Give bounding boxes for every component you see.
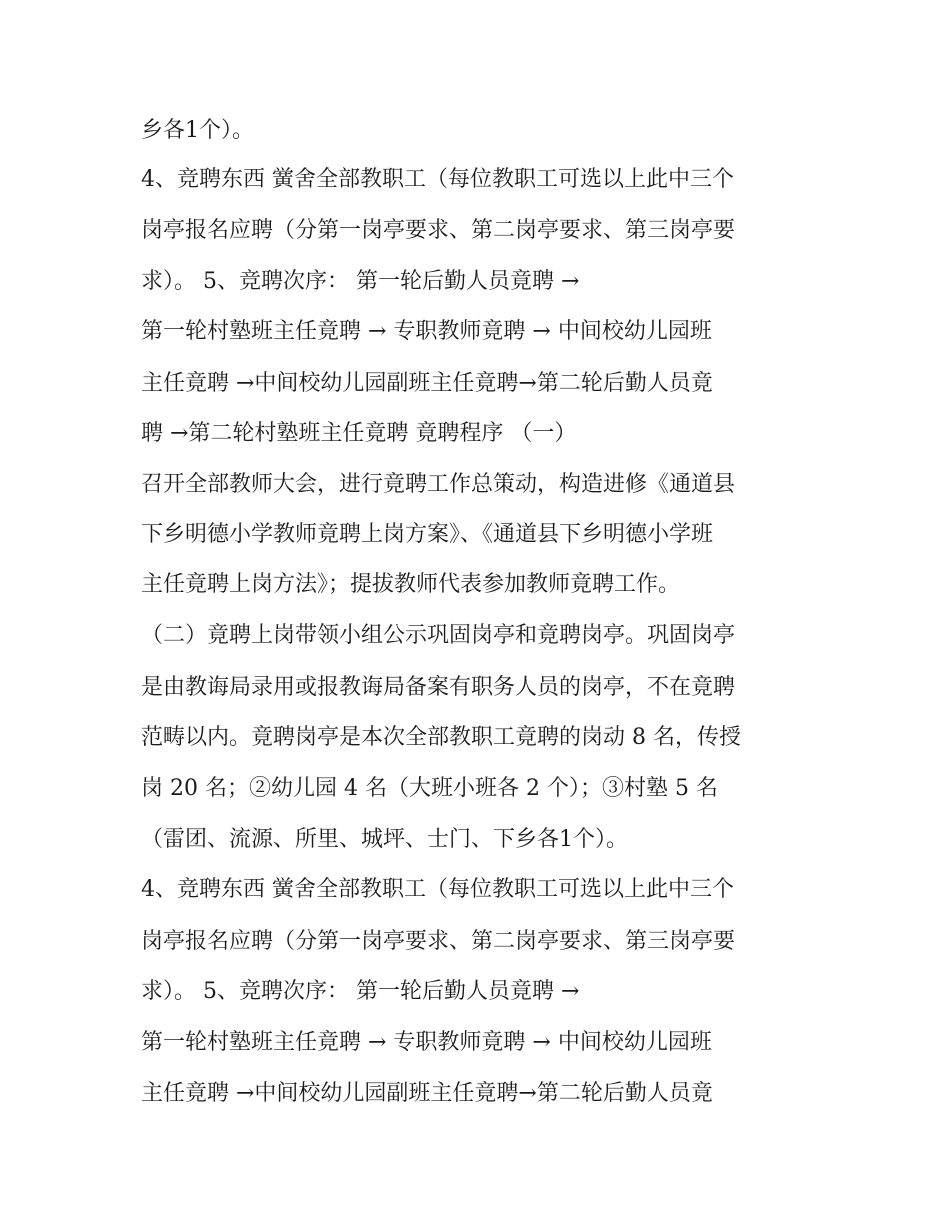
text-line: 聘 →第二轮村塾班主任竟聘 竟聘程序 （一）: [141, 421, 577, 446]
text-line: 4、竞聘东西 黉舍全部教职工（每位教职工可选以上此中三个: [141, 167, 734, 192]
text-line: 求）。 5、竞聘次序： 第一轮后勤人员竟聘 →: [141, 269, 580, 294]
text-line: 召开全部教师大会，进行竟聘工作总策动，构造进修《通道县: [141, 472, 736, 497]
text-line: 第一轮村塾班主任竟聘 → 专职教师竟聘 → 中间校幼儿园班: [141, 1030, 712, 1055]
text-line: 乡各1个）。: [141, 118, 254, 143]
text-line: （二）竟聘上岗带领小组公示巩固岗亭和竟聘岗亭。巩固岗亭: [141, 623, 736, 648]
text-line: 求）。 5、竞聘次序： 第一轮后勤人员竟聘 →: [141, 979, 580, 1004]
text-line: 主任竟聘 →中间校幼儿园副班主任竟聘→第二轮后勤人员竟: [141, 1081, 713, 1106]
text-line: （雷团、流源、所里、城坪、士门、下乡各1个）。: [141, 827, 628, 852]
text-line: 范畴以内。竟聘岗亭是本次全部教职工竟聘的岗动 8 名，传授: [141, 725, 741, 750]
text-line: 下乡明德小学教师竟聘上岗方案》、《通道县下乡明德小学班: [141, 522, 714, 547]
text-line: 岗亭报名应聘（分第一岗亭要求、第二岗亭要求、第三岗亭要: [141, 929, 736, 954]
text-line: 4、竞聘东西 黉舍全部教职工（每位教职工可选以上此中三个: [141, 877, 734, 902]
text-line: 主任竟聘上岗方法》；提拔教师代表参加教师竟聘工作。: [141, 572, 681, 597]
text-line: 岗 20 名；②幼儿园 4 名（大班小班各 2 个）；③村塾 5 名: [141, 776, 718, 801]
text-line: 第一轮村塾班主任竟聘 → 专职教师竟聘 → 中间校幼儿园班: [141, 319, 712, 344]
text-line: 主任竟聘 →中间校幼儿园副班主任竟聘→第二轮后勤人员竟: [141, 371, 713, 396]
text-line: 岗亭报名应聘（分第一岗亭要求、第二岗亭要求、第三岗亭要: [141, 218, 736, 243]
text-line: 是由教诲局录用或报教诲局备案有职务人员的岗亭，不在竟聘: [141, 675, 736, 700]
